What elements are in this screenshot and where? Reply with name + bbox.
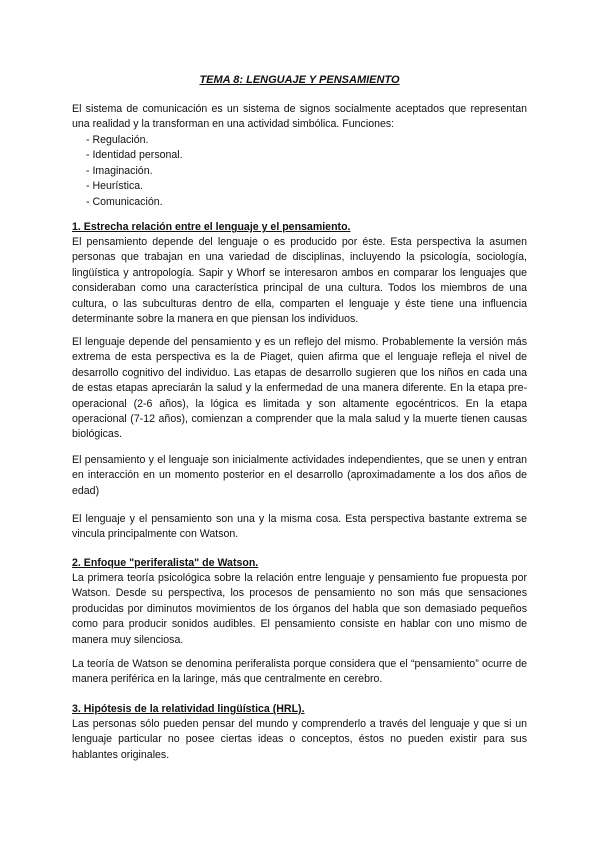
functions-list bbox=[86, 133, 183, 210]
section-3-paragraph-1: Las personas sólo pueden pensar del mundo y comprenderlo a través del lenguaje y que si un lenguaje particular no posee ciertas ideas o conceptos, éstos no pueden existir para sus hablantes originales. bbox=[72, 718, 527, 761]
section-1-paragraph-1: El pensamiento depende del lenguaje o es producido por éste. Esta perspectiva la asumen personas que trabajan en una variedad de disciplinas, incluyendo la psicología, sociología, lingüística y antropología. Sapir y Whorf se interesaron ambos en comparar los lenguajes que consideraban como una característica principal de una cultura. Todos los miembros de una cultura, o las subculturas dentro de ella, comparten el lenguaje y éste tiene una influencia determinante sobre la manera en que piensan los individuos. bbox=[72, 236, 527, 326]
section-1-heading: 1. Estrecha relación entre el lenguaje y el pensamiento. bbox=[72, 221, 351, 233]
section-2-paragraph-2: La teoría de Watson se denomina periferalista porque considera que el “pensamiento” ocurre de manera periférica en la laringe, más que centralmente en cerebro. bbox=[72, 658, 527, 686]
section-1-paragraph-4: El lenguaje y el pensamiento son una y la misma cosa. Esta perspectiva bastante extrema se vincula principalmente con Watson. bbox=[72, 513, 527, 541]
intro-paragraph: El sistema de comunicación es un sistema de signos socialmente aceptados que representan una realidad y la transforman en una actividad simbólica. Funciones: bbox=[72, 103, 527, 131]
section-2-paragraph-1: La primera teoría psicológica sobre la relación entre lenguaje y pensamiento fue propuesta por Watson. Desde su perspectiva, los procesos de pensamiento no son más que sensaciones producidas por diminutos movimientos de los órganos del habla que son demasiado pequeños como para producir sonidos audibles. El pensamiento consiste en hablar con uno mismo de manera muy silenciosa. bbox=[72, 572, 527, 646]
section-1-paragraph-2: El lenguaje depende del pensamiento y es un reflejo del mismo. Probablemente la versión más extrema de esta perspectiva es la de Piaget, quien afirma que el lenguaje refleja el nivel de desarrollo cognitivo del individuo. Las etapas de desarrollo sugieren que los niños en cada una de estas etapas apreciarán la salud y la enfermedad de una manera diferente. En la etapa pre-operacional (2-6 años), la lógica es limitada y son altamente egocéntricos. En la etapa operacional (7-12 años), comienzan a comprender que la mala salud y la muerte tienen causas biológicas. bbox=[72, 336, 527, 441]
section-1-paragraph-3: El pensamiento y el lenguaje son inicialmente actividades independientes, que se unen y entran en interacción en un momento posterior en el desarrollo (aproximadamente a los dos años de edad) bbox=[72, 454, 527, 497]
list-item: - Imaginación. bbox=[86, 164, 153, 177]
section-2-heading: 2. Enfoque "periferalista" de Watson. bbox=[72, 557, 259, 569]
section-3-heading: 3. Hipótesis de la relatividad lingüística (HRL). bbox=[72, 703, 305, 715]
list-item: - Identidad personal. bbox=[86, 149, 183, 162]
page-title: TEMA 8: LENGUAJE Y PENSAMIENTO bbox=[199, 74, 400, 86]
list-item: - Regulación. bbox=[86, 134, 149, 146]
list-item: - Comunicación. bbox=[86, 195, 163, 208]
list-item: - Heurística. bbox=[86, 180, 144, 193]
